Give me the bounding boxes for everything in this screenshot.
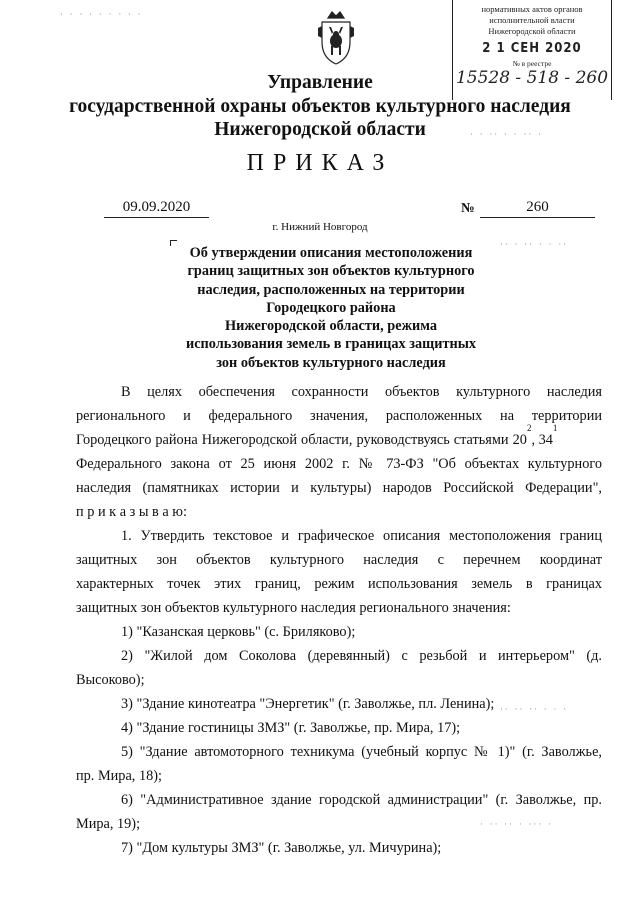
item-1-line: защитных зон объектов культурного наследия регионального значения: <box>76 600 511 616</box>
stamp-line-3: Нижегородской области <box>488 26 576 36</box>
subject-line: Городецкого района <box>266 299 396 316</box>
list-item: 6) "Административное здание городской администрации" (г. Заволжье, пр. <box>121 792 602 808</box>
scan-noise: ·· · ·· · · ·· <box>500 240 569 250</box>
stamp-date: 2 1 СЕН 2020 <box>482 41 582 56</box>
item-1-line: 1. Утвердить текстовое и графическое описания местоположения границ <box>121 528 602 544</box>
subject-line: наследия, расположенных на территории <box>197 281 465 298</box>
preamble-line <box>76 423 602 452</box>
city: г. Нижний Новгород <box>272 221 368 233</box>
document-body <box>76 380 602 860</box>
list-item: 3) "Здание кинотеатра "Энергетик" (г. Заволжье, пл. Ленина); <box>121 696 495 712</box>
order-date: 09.09.2020 <box>104 199 209 218</box>
list-item: 2) "Жилой дом Соколова (деревянный) с резьбой и интерьером" (д. <box>121 648 602 664</box>
subject-line: использования земель в границах защитных <box>185 336 477 353</box>
org-name-line-1: Управление <box>267 72 373 93</box>
decree-word: п р и к а з ы в а ю: <box>76 504 187 520</box>
preamble-text: Городецкого района Нижегородской области, руководствуясь статьями 20 <box>76 432 527 448</box>
list-item-continuation: пр. Мира, 18); <box>76 768 162 784</box>
subject-line: Об утверждении описания местоположения <box>189 245 473 261</box>
stamp-reg-label: № в реестре <box>512 59 552 68</box>
coat-of-arms-icon <box>314 8 358 66</box>
preamble-text: , 34 <box>531 432 553 448</box>
list-item-continuation: Высоково); <box>76 672 145 688</box>
scan-noise: ·· ·· ·· · · · <box>500 705 569 715</box>
preamble-line: Федерального закона от 25 июня 2002 г. № 73-ФЗ "Об объектах культурного <box>76 456 602 472</box>
preamble-line: регионального и федерального значения, расположенных на территории <box>76 408 602 424</box>
subject-line: зон объектов культурного наследия <box>216 354 446 371</box>
list-item: 7) "Дом культуры ЗМЗ" (г. Заволжье, ул. Мичурина); <box>121 840 442 856</box>
number-sign: № <box>461 200 475 215</box>
list-item-continuation: Мира, 19); <box>76 816 141 832</box>
subject-block <box>170 244 492 372</box>
article-superscript: 2 <box>526 423 532 433</box>
document-title: ПРИКАЗ <box>246 150 394 176</box>
org-name-line-2: государственной охраны объектов культурного наследия <box>69 96 571 117</box>
item-1-line: характерных точек этих границ, режим использования земель в границах <box>76 576 602 592</box>
subject-line: Нижегородской области, режима <box>225 318 437 335</box>
stamp-reg-number: 15528 - 518 - 260 <box>455 68 609 88</box>
stamp-line-2: исполнительной власти <box>489 15 575 25</box>
org-name-line-3: Нижегородской области <box>214 119 426 140</box>
stamp-line-1: нормативных актов органов <box>481 4 583 14</box>
article-superscript: 1 <box>552 423 558 433</box>
scan-noise: · · ·· · · ·· · <box>470 130 543 140</box>
scan-noise: · · · · · · · · · <box>60 10 143 20</box>
list-item: 1) "Казанская церковь" (с. Бриляково); <box>121 624 356 640</box>
scan-noise: · ·· ·· · ··· · <box>480 820 553 830</box>
preamble-line: В целях обеспечения сохранности объектов культурного наследия <box>121 384 602 400</box>
order-number: 260 <box>480 199 595 218</box>
item-1-line: защитных зон объектов культурного наследия с перечнем координат <box>76 552 602 568</box>
list-item: 5) "Здание автомоторного техникума (учебный корпус № 1)" (г. Заволжье, <box>121 744 602 760</box>
subject-line: границ защитных зон объектов культурного <box>187 263 475 280</box>
list-item: 4) "Здание гостиницы ЗМЗ" (г. Заволжье, пр. Мира, 17); <box>121 720 461 736</box>
preamble-line: наследия (памятниках истории и культуры) народов Российской Федерации", <box>76 480 602 496</box>
